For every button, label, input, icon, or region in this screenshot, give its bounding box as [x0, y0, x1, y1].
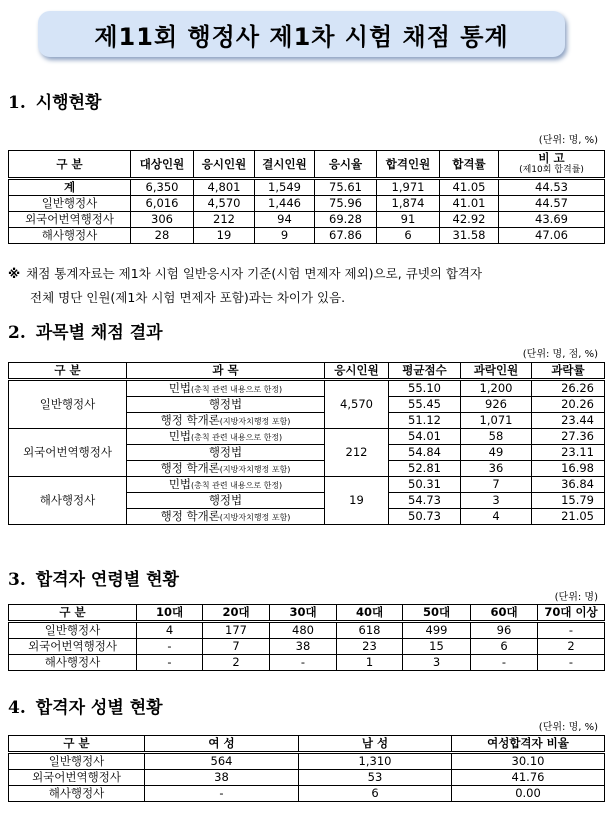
col-header-female: 여 성: [145, 736, 299, 753]
cell: 51.12: [389, 413, 461, 429]
col-header-category: 구 분: [9, 736, 145, 753]
cell: 69.28: [315, 212, 377, 228]
table-row: [9, 477, 605, 493]
cell: 1: [337, 655, 403, 671]
cell: 30.10: [452, 753, 605, 770]
subject-cell: [127, 429, 325, 445]
cell: 20.26: [532, 397, 605, 413]
cell: 6: [377, 228, 440, 244]
subject-table: [8, 362, 605, 525]
cell: 49: [461, 445, 532, 461]
col-header-60s: 60대: [471, 605, 538, 622]
cell: 7: [461, 477, 532, 493]
cell: 44.57: [499, 196, 605, 212]
cell: 212: [194, 212, 255, 228]
cell: 55.10: [389, 380, 461, 397]
cell: 4,570: [194, 196, 255, 212]
cell: 96: [471, 622, 538, 639]
cell: 6: [471, 639, 538, 655]
col-header-average: 평균점수: [389, 363, 461, 380]
subject-note: (지방자치행정 포함): [219, 464, 291, 474]
table-row: [9, 380, 605, 397]
group-label: 해사행정사: [9, 477, 127, 525]
section-3-title: 합격자 연령별 현황: [35, 570, 179, 590]
cell: 306: [131, 212, 194, 228]
col-header-category: 구 분: [9, 151, 131, 179]
col-header-remarks: [499, 151, 605, 179]
subject-name: 행정 학개론: [160, 412, 220, 427]
cell: 41.05: [440, 179, 499, 196]
cell: 54.73: [389, 493, 461, 509]
cell: 47.06: [499, 228, 605, 244]
cell: 54.84: [389, 445, 461, 461]
cell: 43.69: [499, 212, 605, 228]
section-3-unit: (단위: 명): [554, 592, 598, 603]
cell: 1,071: [461, 413, 532, 429]
cell: -: [270, 655, 337, 671]
cell: 16.98: [532, 461, 605, 477]
gender-table: [8, 735, 605, 802]
section-1-unit: (단위: 명, %): [538, 135, 598, 146]
cell: 36.84: [532, 477, 605, 493]
cell: 19: [194, 228, 255, 244]
col-header-female-ratio: 여성합격자 비율: [452, 736, 605, 753]
col-header-passers: 합격인원: [377, 151, 440, 179]
section-4-unit: (단위: 명, %): [538, 722, 598, 733]
table-row: [9, 639, 605, 655]
cell: 15.79: [532, 493, 605, 509]
cell: 564: [145, 753, 299, 770]
cell: 3: [461, 493, 532, 509]
subject-name: 행정법: [127, 493, 325, 509]
cell: 2: [203, 655, 270, 671]
cell: 1,446: [255, 196, 315, 212]
table-row: [9, 655, 605, 671]
section-1-title: 시행현황: [35, 93, 102, 113]
cell: 58: [461, 429, 532, 445]
section-1-heading: [8, 88, 101, 113]
applicants-cell: 4,570: [325, 380, 389, 429]
cell: 2: [538, 639, 605, 655]
section-4-heading: [8, 693, 163, 718]
subject-name: 민법: [168, 380, 192, 395]
row-label: 해사행정사: [9, 655, 137, 671]
table-row: [9, 429, 605, 445]
col-header-category: 구 분: [9, 605, 137, 622]
cell: 480: [270, 622, 337, 639]
subject-cell: [127, 461, 325, 477]
section-2-heading: [8, 318, 163, 343]
cell: 23: [337, 639, 403, 655]
row-label: 일반행정사: [9, 753, 145, 770]
subject-cell: [127, 509, 325, 525]
cell: -: [137, 639, 203, 655]
cell: 4,801: [194, 179, 255, 196]
cell: 9: [255, 228, 315, 244]
footnote-line-2: 전체 명단 인원(제1차 시험 면제자 포함)과는 차이가 있음.: [30, 290, 346, 305]
cell: 618: [337, 622, 403, 639]
cell: 53: [299, 770, 452, 786]
cell: 1,310: [299, 753, 452, 770]
section-3-heading: [8, 565, 179, 590]
table-row: [9, 753, 605, 770]
subject-name: 민법: [168, 428, 192, 443]
cell: 6,016: [131, 196, 194, 212]
status-table: [8, 150, 605, 244]
group-label: 일반행정사: [9, 380, 127, 429]
subject-name: 행정 학개론: [160, 508, 220, 523]
section-2-number: 2.: [8, 323, 26, 343]
row-label: 외국어번역행정사: [9, 770, 145, 786]
cell: 94: [255, 212, 315, 228]
cell: 75.61: [315, 179, 377, 196]
footnote: [8, 262, 604, 310]
cell: 15: [403, 639, 471, 655]
cell: 44.53: [499, 179, 605, 196]
row-label: 일반행정사: [9, 196, 131, 212]
col-header-20s: 20대: [203, 605, 270, 622]
section-4-title: 합격자 성별 현황: [35, 698, 163, 718]
cell: -: [471, 655, 538, 671]
age-table: [8, 604, 605, 671]
row-label: 외국어번역행정사: [9, 639, 137, 655]
table-row: [9, 196, 605, 212]
section-4-number: 4.: [8, 698, 26, 718]
table-row: [9, 212, 605, 228]
applicants-cell: 19: [325, 477, 389, 525]
subject-cell: [127, 380, 325, 397]
footnote-line-1: 채점 통계자료는 제1차 시험 일반응시자 기준(시험 면제자 제외)으로, 큐넷의 합격자: [26, 266, 483, 281]
cell: 41.01: [440, 196, 499, 212]
col-header-male: 남 성: [299, 736, 452, 753]
col-header-attendance-rate: 응시율: [315, 151, 377, 179]
col-header-applicants: 응시인원: [325, 363, 389, 380]
cell: -: [145, 786, 299, 802]
cell: 41.76: [452, 770, 605, 786]
cell: 1,971: [377, 179, 440, 196]
section-2-title: 과목별 채점 결과: [35, 323, 163, 343]
subject-name: 행정법: [127, 397, 325, 413]
subject-name: 행정 학개론: [160, 460, 220, 475]
col-header-10s: 10대: [137, 605, 203, 622]
col-header-absentees: 결시인원: [255, 151, 315, 179]
remarks-subtitle: (제10회 합격률): [519, 165, 584, 175]
cell: 6,350: [131, 179, 194, 196]
table-row: [9, 786, 605, 802]
cell: 21.05: [532, 509, 605, 525]
col-header-40s: 40대: [337, 605, 403, 622]
row-label: 계: [9, 179, 131, 196]
cell: 177: [203, 622, 270, 639]
cell: 91: [377, 212, 440, 228]
cell: 3: [403, 655, 471, 671]
cell: -: [538, 655, 605, 671]
section-3-number: 3.: [8, 570, 26, 590]
cell: 55.45: [389, 397, 461, 413]
cell: 75.96: [315, 196, 377, 212]
subject-note: (지방자치행정 포함): [219, 416, 291, 426]
subject-note: (총칙 관련 내용으로 한정): [191, 432, 283, 442]
row-label: 일반행정사: [9, 622, 137, 639]
cell: 0.00: [452, 786, 605, 802]
cell: 23.44: [532, 413, 605, 429]
col-header-applicants: 응시인원: [194, 151, 255, 179]
cell: -: [538, 622, 605, 639]
subject-cell: [127, 477, 325, 493]
subject-name: 행정법: [127, 445, 325, 461]
cell: 1,549: [255, 179, 315, 196]
col-header-30s: 30대: [270, 605, 337, 622]
table-row: [9, 228, 605, 244]
subject-note: (총칙 관련 내용으로 한정): [191, 480, 283, 490]
cell: 42.92: [440, 212, 499, 228]
cell: 67.86: [315, 228, 377, 244]
col-header-subject: 과 목: [127, 363, 325, 380]
cell: 26.26: [532, 380, 605, 397]
cell: 36: [461, 461, 532, 477]
cell: 7: [203, 639, 270, 655]
cell: 27.36: [532, 429, 605, 445]
col-header-fail-rate: 과락률: [532, 363, 605, 380]
col-header-pass-rate: 합격률: [440, 151, 499, 179]
cell: 1,874: [377, 196, 440, 212]
row-label: 해사행정사: [9, 786, 145, 802]
cell: 4: [137, 622, 203, 639]
cell: 926: [461, 397, 532, 413]
table-row: [9, 179, 605, 196]
cell: 31.58: [440, 228, 499, 244]
page-title: 제11회 행정사 제1차 시험 채점 통계: [38, 11, 565, 57]
col-header-fail-count: 과락인원: [461, 363, 532, 380]
cell: 54.01: [389, 429, 461, 445]
cell: 499: [403, 622, 471, 639]
cell: 1,200: [461, 380, 532, 397]
cell: 6: [299, 786, 452, 802]
footnote-mark: ※: [8, 266, 21, 281]
cell: 52.81: [389, 461, 461, 477]
table-row: [9, 770, 605, 786]
col-header-category: 구 분: [9, 363, 127, 380]
subject-note: (지방자치행정 포함): [219, 512, 291, 522]
row-label: 외국어번역행정사: [9, 212, 131, 228]
col-header-70plus: 70대 이상: [538, 605, 605, 622]
cell: 50.73: [389, 509, 461, 525]
cell: 50.31: [389, 477, 461, 493]
remarks-title: 비 고: [538, 151, 565, 165]
group-label: 외국어번역행정사: [9, 429, 127, 477]
cell: 38: [270, 639, 337, 655]
col-header-50s: 50대: [403, 605, 471, 622]
section-2-unit: (단위: 명, 점, %): [522, 349, 598, 360]
row-label: 해사행정사: [9, 228, 131, 244]
applicants-cell: 212: [325, 429, 389, 477]
cell: 23.11: [532, 445, 605, 461]
cell: -: [137, 655, 203, 671]
subject-note: (총칙 관련 내용으로 한정): [191, 384, 283, 394]
cell: 4: [461, 509, 532, 525]
col-header-target: 대상인원: [131, 151, 194, 179]
subject-name: 민법: [168, 476, 192, 491]
section-1-number: 1.: [8, 93, 26, 113]
subject-cell: [127, 413, 325, 429]
cell: 28: [131, 228, 194, 244]
table-row: [9, 622, 605, 639]
cell: 38: [145, 770, 299, 786]
